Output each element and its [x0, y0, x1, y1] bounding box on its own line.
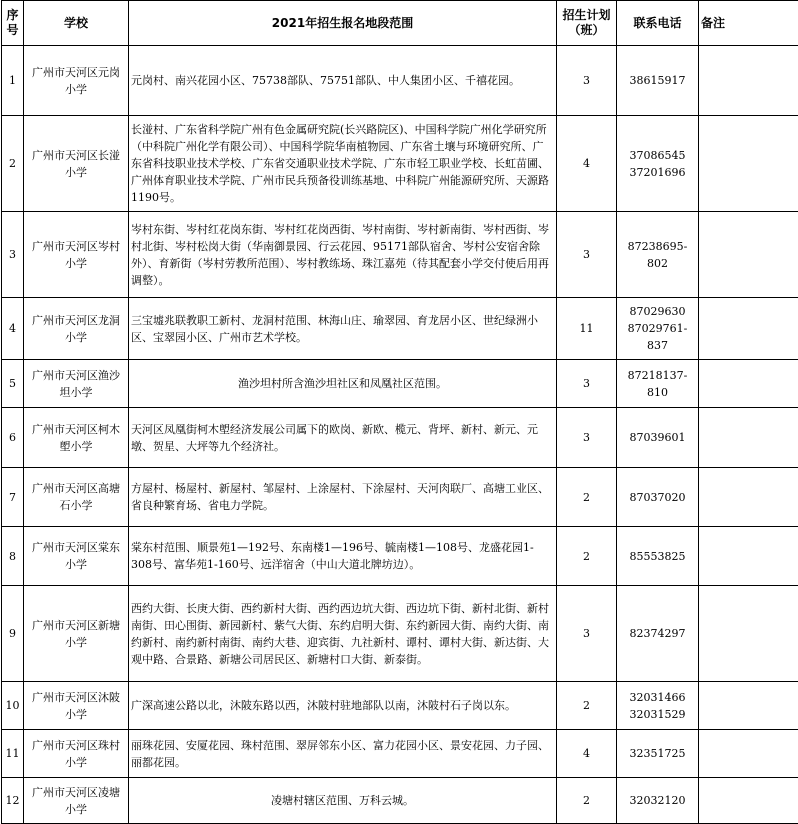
table-row [2, 360, 798, 408]
row-index: 11 [2, 730, 24, 778]
row-range: 凌塘村辖区范围、万科云城。 [129, 778, 557, 824]
row-range: 元岗村、南兴花园小区、75738部队、75751部队、中人集团小区、千禧花园。 [129, 46, 557, 116]
row-phone: 32032120 [617, 778, 699, 824]
row-plan: 11 [557, 298, 617, 360]
row-plan: 3 [557, 212, 617, 298]
row-phone: 85553825 [617, 527, 699, 586]
row-school: 广州市天河区沐陂小学 [24, 682, 129, 730]
table-row [2, 682, 798, 730]
row-school: 广州市天河区柯木塱小学 [24, 408, 129, 468]
table-row [2, 468, 798, 527]
row-range: 渔沙坦村所含渔沙坦社区和凤凰社区范围。 [129, 360, 557, 408]
row-plan: 2 [557, 778, 617, 824]
table-row [2, 116, 798, 212]
row-plan: 3 [557, 46, 617, 116]
table-row [2, 46, 798, 116]
row-memo [699, 408, 798, 468]
row-range: 西约大街、长庚大街、西约新村大街、西约西边坑大街、西边坑下街、新村北街、新村南街、田心围街、新园新村、紫气大街、东约启明大街、东约新园大街、南约大街、南约新村、南约新村南街、南约大巷、迎宾街、九社新村、谭村、谭村大街、新达街、大观中路、合景路、新塘公司居民区、新塘村口大街、新泰街。 [129, 586, 557, 682]
row-school: 广州市天河区龙洞小学 [24, 298, 129, 360]
row-index: 8 [2, 527, 24, 586]
row-phone: 37086545 37201696 [617, 116, 699, 212]
row-range: 天河区凤凰街柯木塱经济发展公司属下的欧岗、新欧、榄元、背坪、新村、新元、元墩、贺星、大坪等九个经济社。 [129, 408, 557, 468]
row-phone: 32351725 [617, 730, 699, 778]
header-phone: 联系电话 [617, 1, 699, 46]
table-row [2, 730, 798, 778]
row-school: 广州市天河区长湴小学 [24, 116, 129, 212]
row-range: 三宝墟兆联教职工新村、龙洞村范围、林海山庄、瑜翠园、育龙居小区、世纪绿洲小区、宝翠园小区、广州市艺术学校。 [129, 298, 557, 360]
row-memo [699, 682, 798, 730]
row-memo [699, 468, 798, 527]
row-index: 9 [2, 586, 24, 682]
row-school: 广州市天河区渔沙坦小学 [24, 360, 129, 408]
row-plan: 3 [557, 360, 617, 408]
row-index: 5 [2, 360, 24, 408]
table-row [2, 212, 798, 298]
row-memo [699, 212, 798, 298]
row-index: 1 [2, 46, 24, 116]
row-phone: 82374297 [617, 586, 699, 682]
row-range: 长湴村、广东省科学院广州有色金属研究院(长兴路院区)、中国科学院广州化学研究所（中科院广州化学有限公司）、中国科学院华南植物园、广东省土壤与环境研究所、广东省科技职业技术学校、广东省交通职业技术学院、广东市轻工职业学校、长虹苗圃、广州体育职业技术学院、广州市民兵预备役训练基地、中科院广州能源研究所、天源路1190号。 [129, 116, 557, 212]
row-plan: 2 [557, 527, 617, 586]
row-phone: 87218137-810 [617, 360, 699, 408]
row-school: 广州市天河区高塘石小学 [24, 468, 129, 527]
row-range: 棠东村范围、顺景苑1—192号、东南楼1—196号、毓南楼1—108号、龙盛花园1-308号、富华苑1-160号、远洋宿舍（中山大道北牌坊边）。 [129, 527, 557, 586]
row-memo [699, 586, 798, 682]
row-index: 12 [2, 778, 24, 824]
table-row [2, 778, 798, 824]
row-phone: 38615917 [617, 46, 699, 116]
row-memo [699, 116, 798, 212]
row-school: 广州市天河区岑村小学 [24, 212, 129, 298]
row-school: 广州市天河区新塘小学 [24, 586, 129, 682]
row-index: 4 [2, 298, 24, 360]
row-range: 广深高速公路以北，沐陂东路以西，沐陂村驻地部队以南，沐陂村石子岗以东。 [129, 682, 557, 730]
row-plan: 3 [557, 408, 617, 468]
row-phone: 87039601 [617, 408, 699, 468]
header-plan: 招生计划（班） [557, 1, 617, 46]
row-memo [699, 46, 798, 116]
row-memo [699, 360, 798, 408]
row-phone: 32031466 32031529 [617, 682, 699, 730]
header-range: 2021年招生报名地段范围 [129, 1, 557, 46]
header-school: 学校 [24, 1, 129, 46]
header-index: 序号 [2, 1, 24, 46]
row-school: 广州市天河区元岗小学 [24, 46, 129, 116]
row-plan: 3 [557, 586, 617, 682]
enrollment-table [1, 0, 798, 824]
row-plan: 2 [557, 468, 617, 527]
row-memo [699, 527, 798, 586]
row-range: 岑村东街、岑村红花岗东街、岑村红花岗西街、岑村南街、岑村新南街、岑村西街、岑村北街、岑村松岗大街（华南御景园、行云花园、95171部队宿舍、岑村公安宿舍除外）、育新街（岑村劳教所范围）、岑村教练场、珠江嘉苑（待其配套小学交付使后用再调整）。 [129, 212, 557, 298]
row-index: 2 [2, 116, 24, 212]
row-index: 7 [2, 468, 24, 527]
table-row [2, 408, 798, 468]
row-phone: 87037020 [617, 468, 699, 527]
row-plan: 2 [557, 682, 617, 730]
row-school: 广州市天河区棠东小学 [24, 527, 129, 586]
table-row [2, 298, 798, 360]
row-phone: 87238695-802 [617, 212, 699, 298]
row-range: 方屋村、杨屋村、新屋村、邹屋村、上涂屋村、下涂屋村、天河肉联厂、高塘工业区、省良种繁育场、省电力学院。 [129, 468, 557, 527]
row-memo [699, 730, 798, 778]
table-row [2, 586, 798, 682]
header-memo: 备注 [699, 1, 798, 46]
row-school: 广州市天河区珠村小学 [24, 730, 129, 778]
row-index: 3 [2, 212, 24, 298]
row-school: 广州市天河区凌塘小学 [24, 778, 129, 824]
row-memo [699, 778, 798, 824]
header-row [2, 1, 798, 46]
row-plan: 4 [557, 730, 617, 778]
table-row [2, 527, 798, 586]
row-index: 6 [2, 408, 24, 468]
row-range: 丽珠花园、安厦花园、珠村范围、翠屏邻东小区、富力花园小区、景安花园、力子园、丽都花园。 [129, 730, 557, 778]
row-plan: 4 [557, 116, 617, 212]
row-memo [699, 298, 798, 360]
row-index: 10 [2, 682, 24, 730]
row-phone: 87029630 87029761-837 [617, 298, 699, 360]
